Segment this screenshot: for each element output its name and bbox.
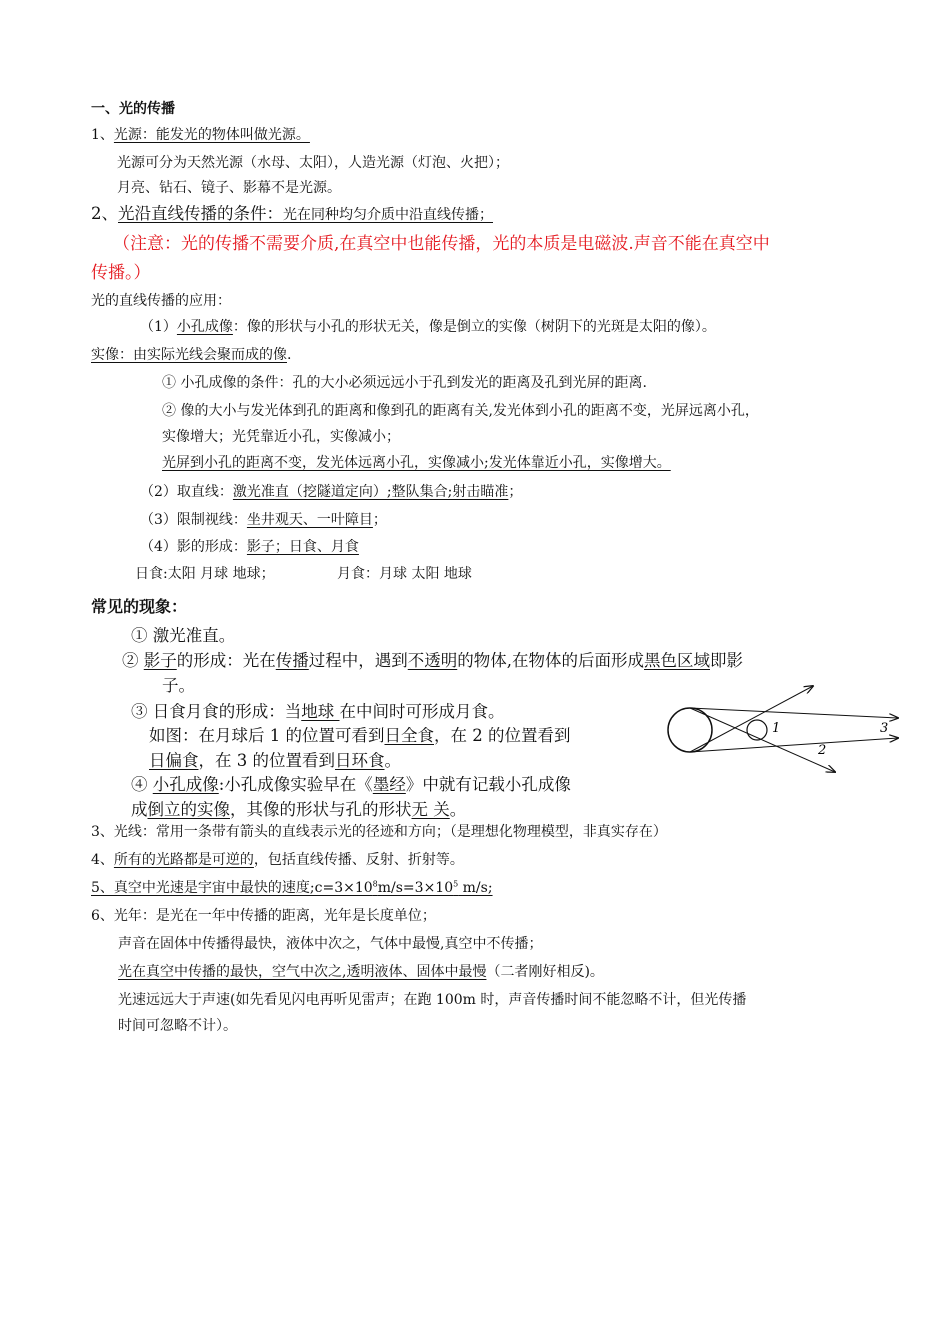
application-1: （1）小孔成像：像的形状与小孔的形状无关，像是倒立的实像（树阴下的光斑是太阳的像）。 xyxy=(140,319,716,335)
item-1-line-3: 月亮、钻石、镜子、影幕不是光源。 xyxy=(117,180,341,196)
diagram-label-3: 3 xyxy=(880,721,889,736)
phenomenon-2-line-2: 子。 xyxy=(162,676,195,695)
item-6-sound: 声音在固体中传播得最快，液体中次之，气体中最慢,真空中不传播； xyxy=(118,936,543,952)
item-1-line-2: 光源可分为天然光源（水母、太阳），人造光源（灯泡、火把）； xyxy=(117,155,509,171)
phenomenon-3-line-3: 日偏食，在 3 的位置看到日环食。 xyxy=(149,751,401,770)
application-4: （4）影的形成：影子；日食、月食 xyxy=(140,539,359,555)
phenomenon-3-line-2: 如图：在月球后 1 的位置可看到日全食，在 2 的位置看到 xyxy=(149,726,571,745)
applications-heading: 光的直线传播的应用： xyxy=(91,293,231,309)
ray-lower-outer xyxy=(690,738,898,752)
ray-upper-outer xyxy=(690,708,898,718)
phenomenon-4-line-2: 成倒立的实像，其像的形状与孔的形状无 关。 xyxy=(131,800,467,819)
real-image-definition: 实像：由实际光线会聚而成的像. xyxy=(91,347,292,363)
item-4: 4、所有的光路都是可逆的，包括直线传播、反射、折射等。 xyxy=(91,852,464,868)
condition-1: ① 小孔成像的条件：孔的大小必须远远小于孔到发光的距离及孔到光屏的距离. xyxy=(162,375,647,391)
condition-2-line-2: 实像增大；光凭靠近小孔，实像减小； xyxy=(162,429,400,445)
item-6-speed-line-1: 光速远远大于声速(如先看见闪电再听见雷声；在跑 100m 时，声音传播时间不能忽略不计，但光传播 xyxy=(118,992,747,1008)
section-title: 一、光的传播 xyxy=(91,101,175,117)
eclipse-diagram xyxy=(660,676,910,788)
application-3: （3）限制视线：坐井观天、一叶障目； xyxy=(140,512,387,528)
diagram-label-2: 2 xyxy=(818,743,827,758)
phenomenon-3-line-1: ③ 日食月食的形成：当地球 在中间时可形成月食。 xyxy=(131,702,505,721)
moon-circle xyxy=(747,720,767,740)
phenomenon-2-line-1: ② 影子的形成：光在传播过程中，遇到不透明的物体,在物体的后面形成黑色区域即影 xyxy=(122,651,743,670)
condition-2-line-1: ② 像的大小与发光体到孔的距离和像到孔的距离有关,发光体到小孔的距离不变，光屏远离小孔， xyxy=(162,403,759,419)
solar-eclipse-order: 日食:太阳 月球 地球； xyxy=(135,566,275,582)
item-6-speed-line-2: 时间可忽略不计）。 xyxy=(118,1018,237,1034)
item-6-head: 6、光年：是光在一年中传播的距离，光年是长度单位； xyxy=(91,908,436,924)
note-line-1: （注意：光的传播不需要介质,在真空中也能传播，光的本质是电磁波.声音不能在真空中 xyxy=(113,234,770,254)
phenomenon-4-line-1: ④ 小孔成像:小孔成像实验早在《墨经》中就有记载小孔成像 xyxy=(131,775,571,794)
item-3: 3、光线：常用一条带有箭头的直线表示光的径迹和方向；（是理想化物理模型，非真实存在） xyxy=(91,824,667,840)
common-phenomena-heading: 常见的现象： xyxy=(91,597,188,616)
lunar-eclipse-order: 月食：月球 太阳 地球 xyxy=(337,566,472,582)
item-1-head: 1、光源：能发光的物体叫做光源。 xyxy=(91,127,310,143)
item-5: 5、真空中光速是宇宙中最快的速度$;c=3\times 10^8m/s=3\times 10^5$ m/s; xyxy=(91,879,493,896)
item-6-light: 光在真空中传播的最快，空气中次之,透明液体、固体中最慢（二者刚好相反)。 xyxy=(118,964,604,980)
condition-2-line-3: 光屏到小孔的距离不变，发光体远离小孔，实像减小;发光体靠近小孔，实像增大。 xyxy=(162,455,671,471)
note-line-2: 传播。） xyxy=(91,263,151,283)
item-2-head: 2、光沿直线传播的条件：光在同种均匀介质中沿直线传播； xyxy=(91,204,493,223)
phenomenon-1: ① 激光准直。 xyxy=(131,626,236,645)
diagram-label-1: 1 xyxy=(772,721,781,736)
application-2: （2）取直线：激光准直（挖隧道定向）;整队集合;射击瞄准； xyxy=(140,484,523,500)
